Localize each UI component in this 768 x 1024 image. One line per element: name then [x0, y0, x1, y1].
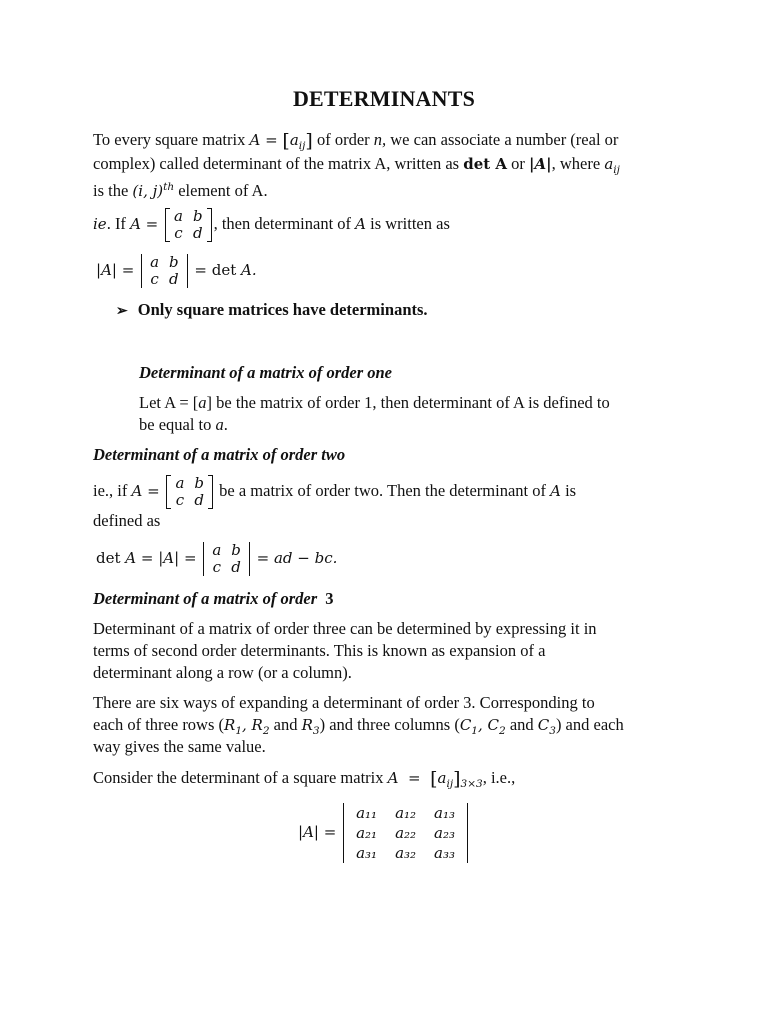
- heading-order-one: Determinant of a matrix of order one: [139, 363, 393, 382]
- determinant-2x2-order-two: a b c d: [203, 542, 250, 576]
- matrix-2x2-order-two: a b c d: [166, 475, 213, 509]
- order-three-p2-line-3: way gives the same value.: [93, 737, 266, 756]
- abs-determinant-formula: |A| = a b c d = det A.: [96, 253, 257, 288]
- determinant-3x3-formula: |A| = a₁₁ a₁₂ a₁₃ a₂₁ a₂₂ a₂₃ a₃₁ a₃₂ a₃₃: [298, 803, 470, 863]
- order-three-p2-line-2: each of three rows ($R_1$, $R_2$ and $R_3$) and three columns ($C_1$, $C_2$ and $C_3$) and each: [93, 715, 624, 737]
- matrix-2x2: a b c d: [165, 208, 212, 242]
- intro-line-2: complex) called determinant of the matrix A, written as det A or |A|, where $a_{ij}$: [93, 154, 620, 176]
- heading-order-three: Determinant of a matrix of order 3: [93, 589, 334, 608]
- order-three-p1-line-1: Determinant of a matrix of order three can be determined by expressing it in: [93, 619, 597, 638]
- order-three-p3-line: Consider the determinant of a square matrix $A = [a_{ij}]_{3\times 3}$, i.e.,: [93, 768, 516, 790]
- order-one-line-2: be equal to a.: [139, 415, 228, 434]
- arrow-bullet-icon: ➢: [116, 304, 128, 319]
- order-two-line-1: ie., if A = a b c d be a matrix of order two. Then the determinant of A is: [93, 474, 577, 509]
- determinant-3x3: a₁₁ a₁₂ a₁₃ a₂₁ a₂₂ a₂₃ a₃₁ a₃₂ a₃₃: [343, 803, 468, 863]
- intro-line-1: To every square matrix $A = [a_{ij}]$ of order n, we can associate a number (real or: [93, 130, 619, 152]
- det-formula-order-two: det A = |A| = a b c d = ad − bc.: [96, 541, 338, 576]
- order-three-p1-line-2: terms of second order determinants. This is known as expansion of a: [93, 641, 546, 660]
- determinant-2x2: a b c d: [141, 254, 188, 288]
- order-one-line-1: Let A = [a] be the matrix of order 1, then determinant of A is defined to: [139, 393, 610, 412]
- ie-line: ie. If A = a b c d , then determinant of A is written as: [93, 207, 450, 242]
- order-three-p1-line-3: determinant along a row (or a column).: [93, 663, 352, 682]
- bullet-point: ➢ Only square matrices have determinants.: [116, 300, 428, 319]
- order-three-p2-line-1: There are six ways of expanding a determinant of order 3. Corresponding to: [93, 693, 595, 712]
- intro-line-3: is the (i, j)$^{th}$ element of A.: [93, 181, 268, 200]
- page-title: DETERMINANTS: [292, 86, 476, 111]
- order-two-line-2: defined as: [93, 511, 161, 530]
- heading-order-two: Determinant of a matrix of order two: [93, 445, 346, 464]
